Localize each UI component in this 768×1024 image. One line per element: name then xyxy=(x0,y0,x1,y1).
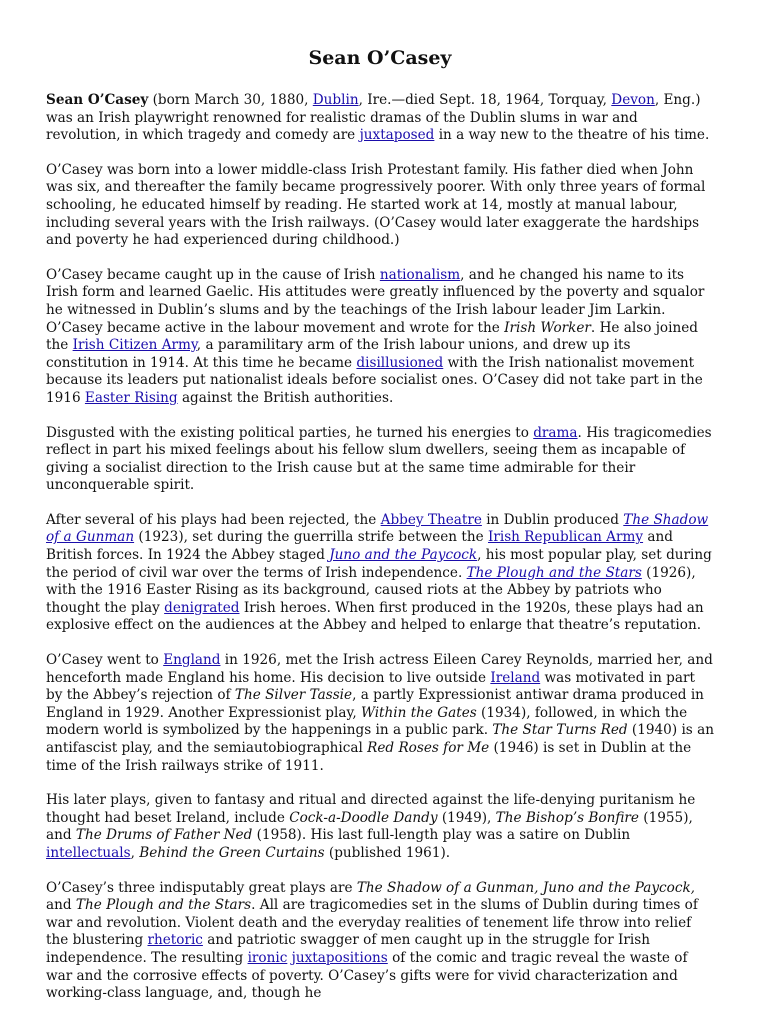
paragraph xyxy=(46,92,714,145)
subject-name: Sean O’Casey xyxy=(46,92,149,108)
paragraph xyxy=(46,880,714,1003)
work-title: Irish Worker xyxy=(504,319,591,336)
link-devon[interactable]: Devon xyxy=(611,92,655,108)
text-run: in Dublin produced xyxy=(481,511,624,528)
text-run: (published 1961). xyxy=(324,844,451,861)
page-title: Sean O’Casey xyxy=(308,47,452,69)
text-run: was motivated in part by the Abbey’s rejection of xyxy=(46,669,695,704)
text-run: , a paramilitary arm of the Irish labour unions, and drew up its constitution in 1914. At this time he became xyxy=(46,337,631,371)
paragraph xyxy=(46,512,714,635)
link-irish-citizen-army[interactable]: Irish Citizen Army xyxy=(72,337,197,354)
link-england[interactable]: England xyxy=(163,652,221,669)
link-rhetoric[interactable]: rhetoric xyxy=(147,932,203,949)
text-run: and patriotic swagger of men caught up in the struggle for Irish independence. The resulting xyxy=(46,932,650,966)
text-run: Disgusted with the existing political parties, he turned his energies to xyxy=(46,424,534,441)
link-the-plough-and-the-stars[interactable]: The Plough and the Stars xyxy=(466,564,642,581)
text-run: , his most popular play, set during the period of civil war over the terms of Irish independence. xyxy=(46,547,712,581)
text-run: , Ire.—died Sept. 18, 1964, Torquay, xyxy=(358,92,612,108)
text-run: and British forces. In 1924 the Abbey staged xyxy=(46,529,673,564)
text-run: . He also joined the xyxy=(46,319,698,354)
text-run: of the comic and tragic reveal the waste of war and the corrosive effects of poverty. O’Casey’s gifts were for vivid characterization and working-class language, and, though he xyxy=(46,949,688,1002)
text-run: O’Casey’s three indisputably great plays are xyxy=(46,879,357,896)
text-run: After several of his plays had been rejected, the xyxy=(46,511,381,528)
text-run: (born March 30, 1880, xyxy=(148,92,313,108)
text-run: against the British authorities. xyxy=(177,389,394,406)
work-title: Cock-a-Doodle Dandy xyxy=(289,809,438,826)
paragraph xyxy=(46,162,714,250)
article-body xyxy=(46,92,714,1003)
text-run: , a partly Expressionist antiwar drama produced in England in 1929. Another Expressionist play, xyxy=(46,687,704,721)
work-title: Red Roses for Me xyxy=(367,740,490,756)
work-title: The Plough and the Stars xyxy=(75,897,252,914)
text-run: (1958). His last full-length play was a satire on Dublin xyxy=(252,827,631,844)
work-title: Within the Gates xyxy=(360,704,477,721)
link-juno-and-the-paycock[interactable]: Juno and the Paycock xyxy=(329,547,478,564)
paragraph xyxy=(46,792,714,862)
work-title: The Shadow of a Gunman, Juno and the Paycock, xyxy=(356,879,696,896)
text-run: O’Casey became caught up in the cause of Irish xyxy=(46,266,380,283)
text-run: Irish heroes. When first produced in the 1920s, these plays had an explosive effect on the audiences at the Abbey and helped to enlarge that theatre’s reputation. xyxy=(46,599,704,634)
text-run: (1923), set during the guerrilla strife between the xyxy=(134,529,488,546)
work-title: The Bishop’s Bonfire xyxy=(495,809,639,826)
link-the-shadow-of-a-gunman[interactable]: The Shadow of a Gunman xyxy=(46,511,709,546)
text-run: (1955), and xyxy=(46,809,693,844)
text-run: and xyxy=(46,897,76,914)
link-nationalism[interactable]: nationalism xyxy=(379,266,461,283)
text-run: (1949), xyxy=(437,809,496,826)
link-intellectuals[interactable]: intellectuals xyxy=(46,844,131,861)
text-run: . All are tragicomedies set in the slums of Dublin during times of war and revolution. Violent death and the everyday realities of tenement life throw into relief the blustering xyxy=(46,897,698,949)
work-title: The Silver Tassie xyxy=(234,687,353,704)
text-run: O’Casey was born into a lower middle-class Irish Protestant family. His father died when John was six, and thereafter the family became progressively poorer. With only three years of formal schooling, he educated himself by reading. He started work at 14, mostly at manual labour, including several years with the Irish railways. (O’Casey would later exaggerate the hardships and poverty he had experienced during childhood.) xyxy=(46,161,706,249)
paragraph xyxy=(46,425,714,495)
work-title: The Star Turns Red xyxy=(492,722,628,739)
link-ironic[interactable]: ironic xyxy=(247,949,288,966)
link-easter-rising[interactable]: Easter Rising xyxy=(84,389,178,406)
text-run: O’Casey went to xyxy=(46,652,164,669)
work-title: Behind the Green Curtains xyxy=(139,844,325,861)
text-run: , Eng.) was an Irish playwright renowned for realistic dramas of the Dublin slums in war and revolution, in which tragedy and comedy are xyxy=(46,92,701,144)
text-run: (1934), followed, in which the modern world is symbolized by the happenings in a public park. xyxy=(46,704,688,739)
paragraph xyxy=(46,267,714,408)
link-irish-republican-army[interactable]: Irish Republican Army xyxy=(487,529,644,546)
link-ireland[interactable]: Ireland xyxy=(490,669,541,686)
text-run: , and he changed his name to its Irish form and learned Gaelic. His attitudes were greatly influenced by the poverty and squalor he witnessed in Dublin’s slums and by the teachings of the Irish labour leader Jim Larkin. O’Casey became active in the labour movement and wrote for the xyxy=(46,266,705,336)
link-juxtaposed[interactable]: juxtaposed xyxy=(359,127,435,144)
paragraph xyxy=(46,652,714,775)
text-run: (1946) is set in Dublin at the time of the Irish railways strike of 1911. xyxy=(46,740,692,774)
text-run: in a way new to the theatre of his time. xyxy=(434,127,710,144)
text-run: . His tragicomedies reflect in part his mixed feelings about his fellow slum dwellers, seeing them as incapable of giving a socialist direction to the Irish cause but at the same time admirable for their unconquerable spirit. xyxy=(46,424,712,494)
work-title: The Drums of Father Ned xyxy=(75,827,253,844)
link-abbey-theatre[interactable]: Abbey Theatre xyxy=(380,511,482,528)
text-run: , xyxy=(130,844,140,861)
link-disillusioned[interactable]: disillusioned xyxy=(356,354,444,371)
text-run: His later plays, given to fantasy and ritual and directed against the life-denying puritanism he thought had beset Ireland, include xyxy=(46,792,696,826)
link-drama[interactable]: drama xyxy=(533,424,578,441)
text-run: (1926), with the 1916 Easter Rising as its background, caused riots at the Abbey by patriots who thought the play xyxy=(46,564,696,616)
text-run: in 1926, met the Irish actress Eileen Carey Reynolds, married her, and henceforth made England his home. His decision to live outside xyxy=(46,652,713,686)
text-run: (1940) is an antifascist play, and the semiautobiographical xyxy=(46,722,714,756)
link-denigrated[interactable]: denigrated xyxy=(164,599,240,616)
link-juxtapositions[interactable]: juxtapositions xyxy=(291,949,388,966)
link-dublin[interactable]: Dublin xyxy=(312,92,359,108)
text-run: with the Irish nationalist movement because its leaders put nationalist ideals before socialist ones. O’Casey did not take part in the 1916 xyxy=(46,354,703,406)
